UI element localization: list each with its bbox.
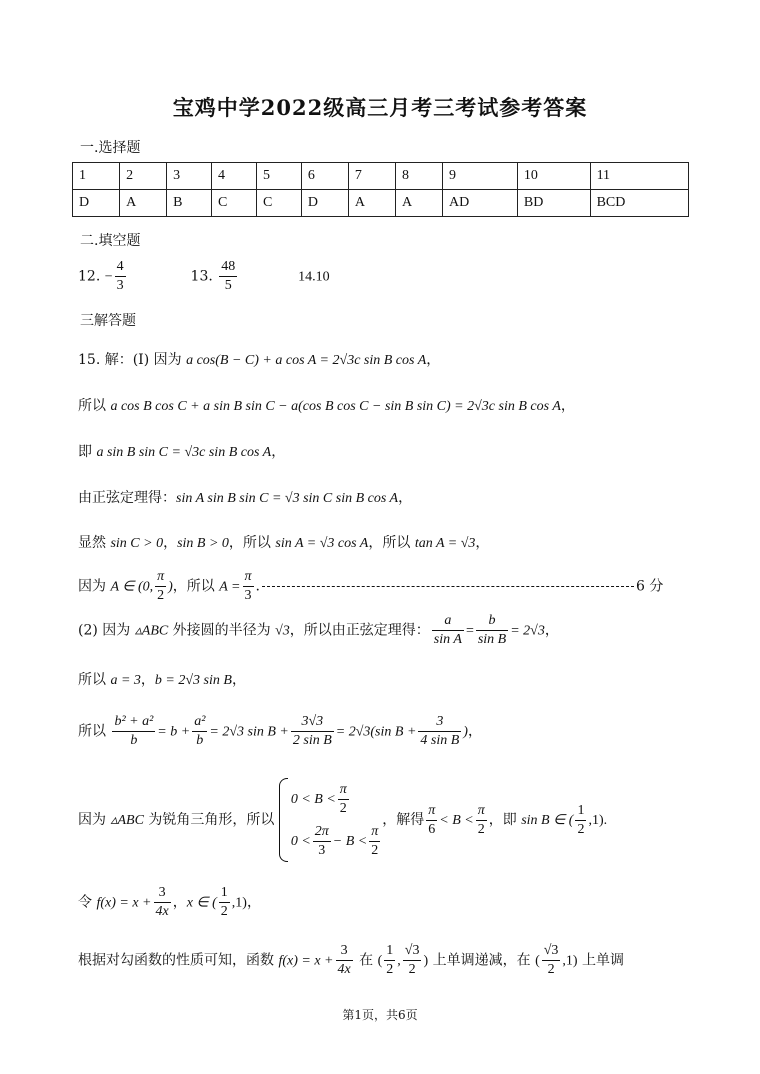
equation: a sin B sin C = √3c sin B cos A (96, 445, 272, 460)
fraction (219, 884, 230, 921)
equation: sin C > 0 (110, 536, 164, 551)
text: 为锐角三角形，所以 (143, 812, 275, 828)
page-footer: 第1页，共6页 (342, 1008, 418, 1022)
solution-line-8 (78, 669, 246, 689)
denominator: 2 (408, 962, 416, 977)
section-choice-heading: 一.选择题 (80, 140, 141, 156)
text: ， (140, 672, 155, 688)
fraction (542, 942, 561, 979)
text: 外接圆的半径为 (168, 622, 276, 639)
denominator: 3 (318, 842, 326, 858)
table-cell: BD (517, 190, 590, 217)
text: 即 (78, 444, 97, 460)
section-solution-heading: 三解答题 (80, 313, 136, 329)
score-label: 6 分 (635, 578, 664, 595)
equation: A = (219, 579, 241, 595)
fraction (369, 823, 380, 860)
numerator: π (476, 802, 487, 821)
solution-line-9 (78, 713, 482, 750)
inequality-row-2 (291, 820, 382, 862)
denominator: 2 (577, 821, 585, 837)
equation: ) (463, 724, 468, 740)
table-cell: 7 (348, 163, 395, 190)
text: 令 (78, 894, 97, 911)
equation: 0 < (290, 834, 311, 849)
denominator: 2 (371, 842, 379, 858)
equation: ,1) (562, 953, 578, 969)
numerator: √3 (403, 942, 422, 961)
numerator: π (155, 568, 166, 587)
denominator: sin A (433, 632, 462, 647)
solution-line-6 (78, 568, 663, 605)
equation: ▵ABC (110, 813, 144, 828)
table-cell: 2 (120, 163, 167, 190)
table-cell: 1 (73, 163, 120, 190)
text: ，即 (488, 812, 522, 828)
text: ，解得 (382, 812, 425, 828)
denominator: 4 sin B (420, 733, 460, 748)
equation: , (397, 953, 401, 969)
q12-label: 12. (78, 268, 101, 285)
table-cell: 11 (590, 163, 688, 190)
solution-line-5 (78, 532, 489, 552)
fraction (154, 884, 171, 921)
text: 由正弦定理得： (78, 490, 176, 506)
q13-numerator: 48 (219, 258, 237, 277)
table-cell: D (301, 190, 348, 217)
fraction (476, 612, 508, 649)
equation: = 2√3(sin B + (335, 724, 417, 740)
table-cell: BCD (590, 190, 688, 217)
table-cell: 10 (517, 163, 590, 190)
q13-denominator: 5 (224, 278, 232, 293)
text: (2) 因为 (78, 622, 135, 639)
denominator: b (130, 733, 138, 748)
denominator: 2 (220, 904, 228, 919)
denominator: sin B (477, 632, 507, 647)
table-cell: C (256, 190, 301, 217)
denominator: 2 (386, 962, 394, 977)
numerator: 3√3 (291, 713, 334, 732)
numerator: 1 (575, 802, 586, 821)
text: ，所以由正弦定理得： (289, 622, 430, 639)
equation: − B < (332, 834, 368, 849)
text: ， (475, 535, 490, 551)
denominator: 2 (477, 821, 485, 837)
text: . (255, 578, 260, 595)
fraction (313, 823, 331, 860)
equation: sin B ∈ ( (521, 813, 574, 828)
fraction (384, 942, 395, 979)
q13-label: 13. (190, 268, 213, 285)
denominator: 4x (337, 962, 351, 977)
denominator: 6 (428, 821, 436, 837)
numerator: 3 (336, 942, 353, 961)
text: 在 (354, 952, 378, 969)
fraction (112, 713, 155, 750)
equation: = b + (157, 724, 191, 740)
equation: ▵ABC (134, 623, 169, 639)
equation: ,1) (231, 895, 247, 911)
denominator: 2 (547, 962, 555, 977)
text: 上单调递减，在 (428, 952, 536, 969)
table-cell: 9 (443, 163, 518, 190)
text: 因为 (78, 578, 111, 595)
text: ， (398, 490, 413, 506)
denominator: b (196, 733, 204, 748)
equation: b = 2√3 sin B (154, 673, 232, 688)
equation: 0 < B < (290, 792, 336, 807)
equation: = 2√3 (510, 623, 545, 639)
solution-line-1 (78, 349, 440, 369)
table-cell: 5 (256, 163, 301, 190)
equation: sin B > 0 (177, 536, 229, 551)
equation: sin A = √3 cos A (275, 536, 369, 551)
fraction (418, 713, 461, 750)
text: ， (231, 672, 246, 688)
fraction (476, 802, 487, 839)
text: 所以 (78, 672, 111, 688)
q12-sign: − (104, 269, 113, 285)
text: ，所以 (368, 535, 415, 551)
numerator: 3 (154, 884, 171, 903)
denominator: 4x (155, 904, 169, 919)
solution-line-3 (78, 441, 285, 461)
fraction (403, 942, 422, 979)
equation: sin A sin B sin C = √3 sin C sin B cos A (176, 491, 399, 506)
fraction (426, 802, 437, 839)
numerator: 3 (418, 713, 461, 732)
table-cell: A (120, 190, 167, 217)
table-cell: B (167, 190, 212, 217)
numerator: π (338, 781, 349, 800)
fraction (243, 568, 254, 605)
table-cell: D (73, 190, 120, 217)
text: ，所以 (228, 535, 276, 551)
equation: < B < (439, 813, 474, 828)
equation: ( (377, 953, 383, 969)
text: ， (172, 894, 187, 911)
fraction (432, 612, 464, 649)
table-cell: 4 (212, 163, 257, 190)
page-title: 宝鸡中学2022级高三月考三考试参考答案 (172, 95, 588, 120)
numerator: a (432, 612, 464, 631)
equation: a cos B cos C + a sin B sin C − a(cos B cos C − sin B sin C) = 2√3c sin B cos A (110, 399, 561, 414)
q12-fraction (115, 258, 126, 295)
table-cell: C (212, 190, 257, 217)
numerator: √3 (542, 942, 561, 961)
text: 因为 (78, 812, 111, 828)
numerator: π (243, 568, 254, 587)
equation: A ∈ (0, (110, 579, 154, 595)
table-cell: 8 (395, 163, 442, 190)
text: ， (560, 398, 575, 414)
text: ， (544, 622, 559, 639)
equation: ) (423, 953, 429, 969)
q13-fraction (219, 258, 237, 295)
equation: ,1). (588, 813, 608, 828)
text: 15. 解：(I) 因为 (78, 352, 187, 368)
text: ，所以 (172, 578, 220, 595)
equation: x ∈ ( (186, 895, 217, 911)
equation: a cos(B − C) + a cos A = 2√3c sin B cos A (186, 353, 427, 368)
fraction (155, 568, 166, 605)
fraction (336, 942, 353, 979)
equation: ) (168, 579, 173, 595)
equation: = (465, 623, 474, 639)
numerator: π (369, 823, 380, 842)
solution-line-11 (78, 884, 261, 921)
numerator: π (426, 802, 437, 821)
equation: tan A = √3 (414, 536, 476, 551)
text: 根据对勾函数的性质可知，函数 (78, 952, 279, 969)
solution-line-7 (78, 612, 559, 649)
solution-line-12 (78, 942, 624, 979)
text: ， (426, 352, 441, 368)
equation: = 2√3 sin B + (209, 724, 289, 740)
equation: f(x) = x + (96, 895, 152, 911)
table-cell: 6 (301, 163, 348, 190)
numerator: 2π (313, 823, 331, 842)
denominator: 3 (244, 588, 252, 603)
text: 所以 (78, 398, 111, 414)
numerator: b² + a² (112, 713, 155, 732)
equation: √3 (275, 623, 290, 639)
fraction (291, 713, 334, 750)
text: ， (271, 444, 286, 460)
numerator: a² (192, 713, 207, 732)
left-brace (279, 778, 288, 862)
text: 上单调 (577, 952, 625, 969)
numerator: 1 (384, 942, 395, 961)
table-cell: A (395, 190, 442, 217)
solution-line-4 (78, 487, 412, 507)
solution-line-10 (78, 778, 607, 862)
fraction (192, 713, 207, 750)
answer-table (72, 162, 689, 217)
table-row-numbers (73, 163, 689, 190)
denominator: 2 (157, 588, 165, 603)
solution-line-2 (78, 395, 575, 415)
denominator: 2 sin B (292, 733, 332, 748)
table-cell: 3 (167, 163, 212, 190)
text: 所以 (78, 723, 111, 740)
table-cell: AD (443, 190, 518, 217)
fraction (575, 802, 586, 839)
text: ， (246, 894, 261, 911)
text: ， (467, 723, 482, 740)
fraction (338, 781, 349, 818)
fill-answers (78, 258, 330, 295)
equation: ( (535, 953, 540, 969)
denominator: 2 (339, 800, 347, 816)
text: 显然 (78, 535, 111, 551)
text: ， (163, 535, 178, 551)
q14-answer: 14.10 (298, 269, 330, 285)
inequality-system (279, 778, 382, 862)
score-leader-dashes (262, 586, 634, 587)
q12-denominator: 3 (116, 278, 124, 293)
equation: f(x) = x + (278, 953, 334, 969)
numerator: 1 (219, 884, 230, 903)
inequality-row-1 (291, 778, 382, 820)
q12-numerator: 4 (115, 258, 126, 277)
table-row-answers (73, 190, 689, 217)
numerator: b (476, 612, 508, 631)
section-fill-heading: 二.填空题 (80, 233, 141, 249)
equation: a = 3 (110, 673, 141, 688)
table-cell: A (348, 190, 395, 217)
